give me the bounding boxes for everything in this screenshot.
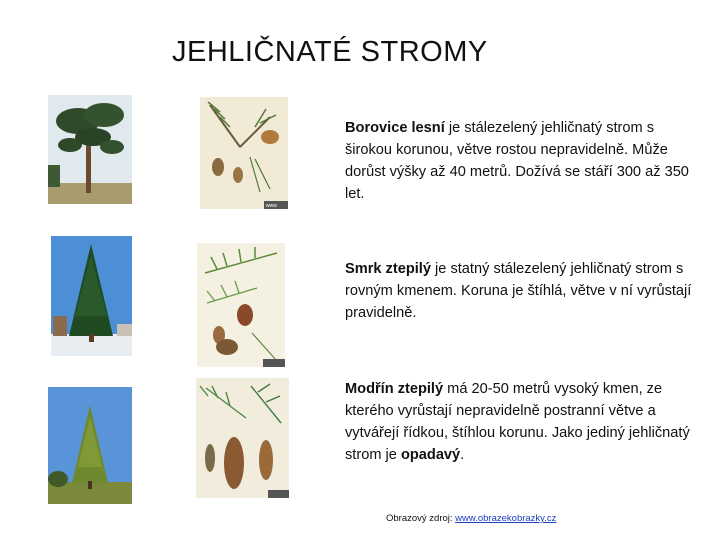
pine-illustration (200, 97, 288, 209)
credit-link[interactable]: www.obrazekobrazky.cz (455, 513, 557, 524)
pine-text: je stálezelený jehličnatý strom s širokou korunou, větve rostou nepravidelně. Může dorůst výšky až 40 metrů. Dožívá se stáří 300 až 350 let. (345, 120, 689, 202)
page-title: JEHLIČNATÉ STROMY (172, 36, 488, 68)
spruce-text: je statný stálezelený jehličnatý strom s rovným kmenem. Koruna je štíhlá, větve v ní vyrůstají pravidelně. (345, 261, 692, 321)
pine-description (345, 117, 700, 205)
spruce-tree-photo (51, 236, 132, 356)
spruce-illustration (197, 243, 285, 367)
credit-label: Obrazový zdroj: (386, 513, 456, 524)
spruce-name: Smrk ztepilý (345, 261, 431, 277)
larch-description (345, 378, 700, 466)
larch-illustration (196, 378, 289, 498)
larch-text-after: . (460, 447, 465, 463)
spruce-description (345, 258, 700, 324)
larch-tree-photo (48, 387, 132, 504)
pine-tree-photo (48, 95, 132, 204)
larch-text-before: má 20-50 metrů vysoký kmen, ze kterého vyrůstají nepravidelně postranní větve a vytvářejí řídkou, štíhlou korunu. Jako jediný jehličnatý strom je (345, 381, 690, 463)
larch-name: Modřín ztepilý (345, 381, 444, 397)
pine-name: Borovice lesní (345, 120, 445, 136)
larch-emphasis: opadavý (400, 447, 461, 463)
image-source-credit (386, 513, 556, 524)
svg-text:www: www (266, 203, 277, 209)
